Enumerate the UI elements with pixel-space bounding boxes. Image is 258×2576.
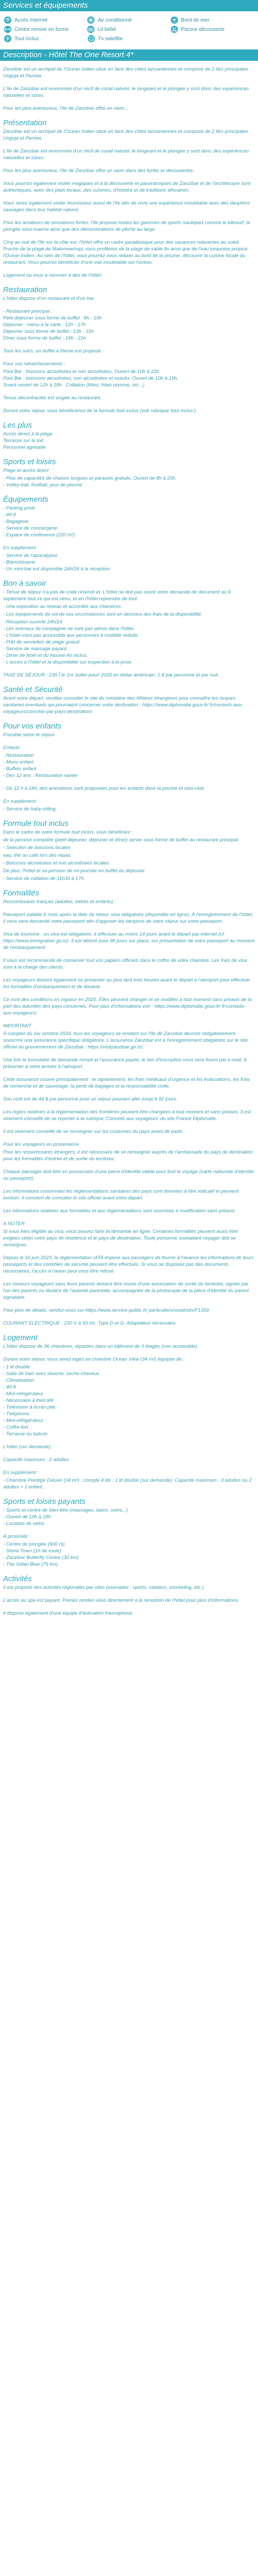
service-label: Bord de mer	[181, 17, 209, 23]
list-item: - Mini-réfrigérateur	[3, 1418, 44, 1423]
presentation-paragraph: Cinq au sud de l'île sur la côte est, l'hôtel offre un cadre paradisiaque pour des vacances relaxantes au soleil. Proche de la plage de Matemwe/mpi, vous profiterez de la plage de sable fin ainsi que de l'eau turquoise propice l'Océan Indien. Au sein de l'hôtel, vous pourrez vous relaxer au bord de la piscine, découvrir la cuisine locale du restaurant. Vous pourrez bénéficier d'une vue inoubliable sur l'océan.	[3, 240, 248, 265]
presentation-paragraph: Zanzibar est un archipel de l'Océan Indien situé en face des côtes tanzaniennes et composé de 2 îles principales Unguja et Pemba.	[3, 129, 248, 141]
list-item: - 1 lit double	[3, 1364, 30, 1370]
list-item: - Service de conciergerie	[3, 526, 58, 531]
list-item: - Menu enfant	[3, 759, 34, 765]
enfants-intro: Possible selon le séjour	[3, 732, 55, 738]
supp-text: - Service de baby-sitting	[3, 806, 56, 812]
avertissement-paragraph: Les informations concernant les règlementations sanitaires des pays sont données à titre indicatif et peuvent évoluer. Il convient de consulter le site officiel avant votre départ.	[3, 1189, 239, 1201]
service-item	[4, 35, 88, 42]
supplement2-title: En supplément :	[3, 1470, 39, 1476]
list-item: Accès direct à la plage	[3, 431, 53, 437]
list-item: Déjeuner sous forme de buffet : 13h - 15h	[3, 329, 94, 334]
bon-a-savoir-paragraph: - Une exposition au réseau et accordée aux chambres.	[3, 604, 122, 609]
list-item: - Restaurant principal :	[3, 309, 53, 314]
important-paragraph: Cette assurance couvre principalement : le rapatriement, les frais médicaux d'urgence et les évacuations, les frais de recherche et de sauvetage, la perte de bagages et la responsabilité civile.	[3, 1077, 250, 1089]
services-row	[4, 15, 254, 25]
intro-paragraph: Pour les plus aventureux, l'île de Zanzibar offre un ravin...	[3, 106, 128, 111]
section-title-tout-inclus: Formule tout inclus	[3, 819, 69, 828]
service-item	[4, 16, 87, 24]
logement-sub: Durant votre séjour, vous serez logés en chambre Ocean View (34 m²) équipée de :	[3, 1357, 185, 1362]
pool-icon	[171, 26, 178, 33]
formalites-paragraph: Passeport valable 6 mois après la date de retour, visa obligatoire (disponible en ligne). À l'enregistrement de l'hôtel, il vous sera demandé votre passeport afin d'apposer les tampons de votre séjour sur votre passeport.	[3, 912, 253, 924]
proximite-title: À proximité :	[3, 1534, 30, 1539]
service-item	[88, 35, 171, 42]
avertissement-paragraph: Chaque passager doit être en possession d'une pièce d'identité valide pour tout le voyage (carte nationale d'identité ou passeport).	[3, 1169, 254, 1181]
douane-paragraph: Pour les ressortissants étrangers, il est nécessaire de se renseigner auprès de l'ambassade du pays de destination pour les formalités d'entrée et de sortie du territoire.	[3, 1149, 253, 1162]
enfants-list	[0, 752, 258, 779]
enfants-sub: Enfants	[3, 745, 20, 751]
service-item	[171, 16, 254, 24]
section-title-logement: Logement	[3, 1333, 38, 1342]
description-banner: Description - Hôtel The One Resort 4*	[0, 49, 258, 61]
supplements-list	[0, 552, 258, 572]
activites-paragraph: Il est proposé des activités régionales par sites (exemples : sports, natation, snorkeling, etc.)	[3, 1585, 204, 1590]
section-title-presentation: Présentation	[3, 118, 47, 127]
list-item: - Wi-fi	[3, 1384, 16, 1390]
list-item: - Parking privé	[3, 505, 35, 511]
services-grid	[0, 11, 258, 46]
list-item: Pool Bar : boissons alcoolisées, non alcoolisées et snacks. Ouvert de 10h à 19h.	[3, 376, 179, 381]
tout-inclus-line: de la pension complète (petit-déjeuner, déjeuner et dîner) servie sous forme de buffet au restaurant principal.	[3, 837, 239, 843]
formalites-paragraph: Ce sont des conditions en vigueur en 2025. Elles peuvent changer et se modifier à tout moment sans préavis de la part des autorités des pays concernés. Pour plus d'informations voir : https://www.diplomatie.gouv.fr/ fr/conseils-aux-voyageurs/	[3, 997, 252, 1016]
list-item: - Dîner de Noël et du Nouvel An inclus.	[3, 653, 88, 658]
list-item: - Service de massage payant.	[3, 646, 68, 652]
services-row	[4, 25, 254, 34]
taxe-sejour: TAXE DE SÉJOUR : 230 Î le 1nt Juillet pour/ 2025 en dollar américain: 1 $ par personne et par nuit.	[3, 672, 219, 678]
logement-note: L'hôtel (sur demande) :	[3, 1444, 54, 1450]
service-item	[87, 26, 170, 33]
all-inclusive-icon	[4, 35, 11, 42]
list-item: - Un mini-bar est disponible 24h/24 à la réception	[3, 566, 110, 572]
service-item	[4, 26, 87, 33]
intro-paragraph: Zanzibar est un archipel de l'Océan Indien situé en face des côtes tanzaniennes et composé de 2 îles principales Unguja et Pemba.	[3, 66, 248, 79]
important-paragraph: Son coût est de 44 $ par personne pour un séjour pouvant aller jusqu'à 92 jours.	[3, 1096, 178, 1102]
equipements-list	[0, 505, 258, 538]
a-noter-title: A NOTER	[3, 1221, 25, 1227]
section-title-sante: Santé et Sécurité	[3, 685, 63, 694]
presentation-paragraph: Pour les amateurs de sensations fortes, l'île propose toutes les gammes de sports nautiques comme le kitesurf, la plongée sous-marine ainsi que des démonstrations de pêche au large.	[3, 220, 250, 232]
tout-inclus-line: - Boissons alcoolisées et non alcoolisées locales.	[3, 860, 110, 866]
list-item: - Stone Town (1h de route)	[3, 1548, 61, 1554]
list-item: Personnel agréable	[3, 445, 46, 450]
list-item: - Téléphone	[3, 1411, 29, 1417]
service-label: Accès Internet	[14, 17, 47, 23]
restauration-intro: L'hôtel dispose d'un restaurant et d'un bar.	[3, 296, 95, 301]
service-label: Air conditionné	[98, 17, 132, 23]
sports-list	[0, 475, 258, 488]
bar-title: Pour vos rafraîchissements :	[3, 361, 66, 367]
list-item: - Espace de conférence (220 m²)	[3, 532, 75, 538]
list-item: - Service de l'apocalypse	[3, 553, 58, 558]
bar-list	[0, 368, 258, 388]
tout-inclus-line: De plus, l'hôtel et sa pension de mi-journée en buffet du déjeuner.	[3, 868, 146, 874]
section-title-restauration: Restauration	[3, 285, 47, 294]
service-label: Piscine découverte	[181, 26, 225, 32]
presentation-paragraph: L'île de Zanzibar est renommée d'un récif de corail naturel, le longeant et le plongée y sont donc des expériences naturelles et sûres.	[3, 148, 249, 161]
bon-a-savoir-paragraph: - Tenue de séjour n'a pas de code réservé et. L'hôtel ne doit pas ouvrir votre demande de document au 6 septembre tout ce qui est venu, et en l'hôtel reprendre de tout.	[3, 589, 231, 602]
list-item: - Sports et centre de bien-être (massages, bains, soins...)	[3, 1507, 128, 1513]
presentation-paragraph: Pour les plus aventureux, l'île de Zanzibar offre un ravin dans des forêts et découvertes.	[3, 168, 194, 174]
service-item	[171, 26, 254, 33]
list-item: - Les animaux de compagnie ne sont pas admis dans l'hôtel.	[3, 626, 135, 632]
formalites-paragraph: Visa de tourisme : un visa est obligatoire, à effectuer au moins 14 jours avant le départ par internet (cf. https://www.immigration.go.tz). Il est délivré pour 90 jours sur place, sur présentation de votre passeport au moment de l'embarquement.	[3, 931, 254, 951]
list-item: - Bagagerie	[3, 519, 29, 524]
list-item: - Dès 12 ans : Restauration variée	[3, 773, 78, 778]
list-item: Petit-déjeuner sous forme de buffet : 8h - 10h	[3, 315, 102, 321]
supplement2-text: - Chambre Prestige Deluxe (34 m²) : compte 4 lits : 1 lit double (sur demande). Capacité maximum : 3 adultes ou 2 adultes + 1 enfant.	[3, 1478, 252, 1490]
supplements-title: En supplément :	[3, 545, 39, 551]
reglement-paragraph: Il est vivement conseillé de se renseigner sur les coutumes du pays avant de partir.	[3, 1129, 184, 1134]
les-plus-list	[0, 431, 258, 451]
activites-paragraph: L'accès au spa est payant. Prenez rendez-vous directement à la réception de l'hôtel pour plus d'informations.	[3, 1598, 240, 1603]
section-title-sports: Sports et loisirs	[3, 457, 56, 466]
list-item: Pool Bar : boissons alcoolisées et non alcoolisées. Ouvert de 10h à 22h.	[3, 369, 160, 375]
section-title-formalites: Formalités	[3, 889, 40, 897]
bon-a-savoir-paragraph: - Les équipements de vol de ces circonstances sont en dessous des frais de la disponibilité.	[3, 612, 203, 617]
section-title-enfants: Pour vos enfants	[3, 722, 61, 731]
list-item: - Coffre-fort	[3, 1425, 28, 1430]
presentation-paragraph: Logement ou vous a nommer à des de l'hôtel.	[3, 273, 103, 278]
tv-icon	[88, 35, 95, 42]
list-item: - Climatisation	[3, 1378, 35, 1383]
list-item: Déjeuner : menu à la carte : 12h - 17h	[3, 322, 86, 328]
avertissement-paragraph: Les informations relatives aux formalités et aux réglementations sont soumises à modification sans préavis.	[3, 1208, 236, 1214]
list-item: - Salle de bain avec douche, sèche-cheveux	[3, 1371, 100, 1377]
logement-intro: L'hôtel dispose de 36 chambres, réparties dans un bâtiment de 3 étages (non accessible).	[3, 1344, 199, 1349]
list-item: - Mini-réfrigérateur	[3, 1391, 44, 1397]
section-title-equipements: Équipements	[3, 495, 49, 504]
reglement-paragraph: Les règles relatives à la réglementation des frontières peuvent être changées à tout moment et sans préavis. Il est vivement conseillé de se reporter à la rubrique 'Conseils aux voyageurs' du site France Diplomatie.	[3, 1109, 251, 1122]
list-item: - Zanzibar Butterfly Centre (32 km)	[3, 1555, 79, 1561]
intro-paragraph: L'île de Zanzibar est renommée d'un récif de corail naturel, le longeant et le plongée y sont donc des expériences naturelles et sûres.	[3, 86, 249, 98]
list-item: - Télévision à écran plat	[3, 1404, 55, 1410]
allinclusive-note: Durant votre séjour, vous bénéficierez de la formule tout inclus (voir rubrique 'tout inclus').	[3, 408, 197, 414]
list-item: - Centre de plongée (600 m)	[3, 1541, 65, 1547]
wifi-icon	[4, 16, 11, 24]
supp-title: En supplément :	[3, 799, 39, 804]
service-item	[87, 16, 170, 24]
sports2-list	[0, 1507, 258, 1527]
bar-note: Tenue décontractée est exigée au restaurant.	[3, 395, 102, 401]
snowflake-icon	[87, 16, 94, 24]
courant-electrique: COURANT ELECTRIQUE : 230 V à 50 Hz. Type D et G. Adaptateur nécessaire.	[3, 1320, 177, 1326]
list-item: - Buffets enfant	[3, 766, 37, 772]
list-item: - The Safari Blue (75 km)	[3, 1562, 58, 1567]
service-label: Centre remise en forme	[14, 26, 69, 32]
douane-title: Pour les voyageurs en provenance	[3, 1142, 79, 1147]
list-item: - Blanchisserie	[3, 560, 36, 565]
list-item: - Restauration	[3, 753, 34, 758]
tout-inclus-line: - Sélection de boissons locales	[3, 845, 71, 851]
beach-icon	[171, 16, 178, 24]
proximite-list	[0, 1541, 258, 1568]
enfants-note: - De 12 h à 18h, des animations sont proposées pour les enfants dans la piscine et mini-club.	[3, 786, 205, 791]
formalites-paragraph: Il vous est recommandé de conserver tout vos papiers officiels dans le coffre de votre chambre. Les frais de visa sont à la charge des clients.	[3, 958, 247, 970]
restauration-list	[0, 308, 258, 342]
list-item: - Volley-ball, football, jeux de piscine	[3, 482, 83, 488]
list-item: - L'accès à l'hôtel et la disponibilité sur inspection à la prise.	[3, 659, 133, 665]
services-row	[4, 34, 254, 43]
list-item: Terrasse sur le toit	[3, 438, 43, 444]
a-noter-paragraph: Pour plus de détails, rendez-vous sur https://www.service-public.fr/ particuliers/vosdroits/F1359	[3, 1308, 209, 1313]
section-title-les-plus: Les plus	[3, 421, 32, 430]
section-title-bon-a-savoir: Bon à savoir	[3, 579, 46, 588]
tout-inclus-line: eau, thé ou café lors des repas.	[3, 853, 72, 858]
list-item: - Prêt de serviettes de plage gratuit.	[3, 639, 81, 645]
services-banner: Services et équipements	[0, 0, 258, 11]
a-noter-paragraph: Depuis le 16 juin 2023, la réglementation IATA impose aux passagers de fournir à l'avance les informations de leurs passeports et des contrôles de sécurité peuvent être effectués. Si vous ne disposez pas des documents nécessaires, l'accès à l'avion peut vous être refusé.	[3, 1255, 254, 1274]
activites-paragraph: Il dispose également d'une équipe d'animation francophone.	[3, 1611, 134, 1616]
list-item: - Ouvert de 10h à 18h.	[3, 1514, 53, 1520]
list-item: Dîner sous forme de buffet : 19h - 21h	[3, 335, 86, 341]
list-item: - Plus de capacités de chaises longues et parasols gratuits. Ouvert de 8h à 20h.	[3, 476, 177, 481]
list-item: Snack ouvert de 12h à 18h : Collation (frites, frites pomme, etc...)	[3, 382, 145, 388]
formalites-paragraph: Ressortissants français (adultes, bébés et enfants) :	[3, 899, 116, 905]
logement-list	[0, 1364, 258, 1437]
list-item: - Wi-fi	[3, 512, 16, 518]
service-label: Tout inclus	[14, 36, 39, 42]
sante-paragraph: Avant votre départ, veuillez consulter le site du ministère des Affaires étrangères pour connaître les risques sanitaires éventuels qui pourraient concerner votre destination : https://www.diplomatie.gouv.fr/ fr/conseils-aux-voyageurs/conseils-par-pays-destination/	[3, 696, 244, 715]
important-paragraph: À compter du 1er octobre 2024, tous les voyageurs se rendant sur l'île de Zanzibar devront obligatoirement souscrire une assurance spécifique obligatoire. L'assurance Zanzibar est à l'enregistrement obligatoire sur le site officiel du gouvernement de Zanzibar : https://visitzanzibar.go.tz/.	[3, 1031, 248, 1050]
crib-icon	[87, 26, 94, 33]
important-title: IMPORTANT	[3, 1023, 32, 1029]
list-item: - Réception ouverte 24h/24	[3, 619, 62, 625]
sports-intro: Plage et accès direct :	[3, 468, 52, 473]
service-label: Tv satellite	[98, 36, 123, 42]
a-noter-paragraph: Les mineurs voyageant sans leurs parents doivent être munis d'une autorisation de sortie du territoire, signée par l'un des parents ou titulaire de l'autorité parentale, accompagnée de la photocopie de la pièce d'identité du parent signataire.	[3, 1281, 249, 1300]
section-title-activites: Activités	[3, 1574, 32, 1583]
list-item: - Terrasse ou balcon	[3, 1431, 48, 1437]
restauration-note: Tous les soirs, un buffet à thème est proposé.	[3, 348, 102, 354]
service-label: Lit bébé	[98, 26, 116, 32]
reception-list	[0, 619, 258, 666]
list-item: - Nécessaire à thé/café	[3, 1398, 54, 1403]
list-item: - L'hôtel n'est pas accessible aux personnes à mobilité réduite.	[3, 633, 139, 638]
presentation-paragraph: Vous pourrez également visiter magiques et à la découverte et panoramiques de Zanzibar et de l'architecture sont authentiques, avec des plats locaux, des cuisines, d'histoire et de traditions africaines.	[3, 181, 251, 193]
tout-inclus-line: Dans le cadre de votre formule tout inclus, vous bénéficiez :	[3, 829, 133, 835]
important-paragraph: Une fois le formulaire de demande rempli et l'assurance payée, le lien d'inscription vous sera fourni par e-mail, à présenter à votre arrivée à l'aéroport.	[3, 1057, 247, 1070]
tout-inclus-line: - Service de collation de 11h30 à 17h.	[3, 876, 85, 882]
section-title-sports-payants: Sports et loisirs payants	[3, 1497, 86, 1506]
a-noter-paragraph: Si vous êtes éligible au visa, vous pouvez faire la demande en ligne. Certaines formalités peuvent aussi être exigées selon votre pays de résidence et le pays de destination. Toute personne souhaitant voyager doit se renseigner.	[3, 1229, 238, 1248]
fitness-icon	[4, 26, 11, 33]
presentation-paragraph: Vous serez également visiter fournisseur ouest de l'île afin de vivre une expérience inoubliable avec des dauphins sauvages dans leur habitat naturel.	[3, 200, 250, 213]
list-item: - Location de vélos	[3, 1521, 44, 1527]
capacite: Capacité maximum : 2 adultes	[3, 1457, 69, 1463]
formalites-paragraph: Les voyageurs doivent également se présenter au plus tard trois heures avant le départ à l'aéroport pour effectuer les formalités d'embarquement et de douane.	[3, 977, 250, 990]
